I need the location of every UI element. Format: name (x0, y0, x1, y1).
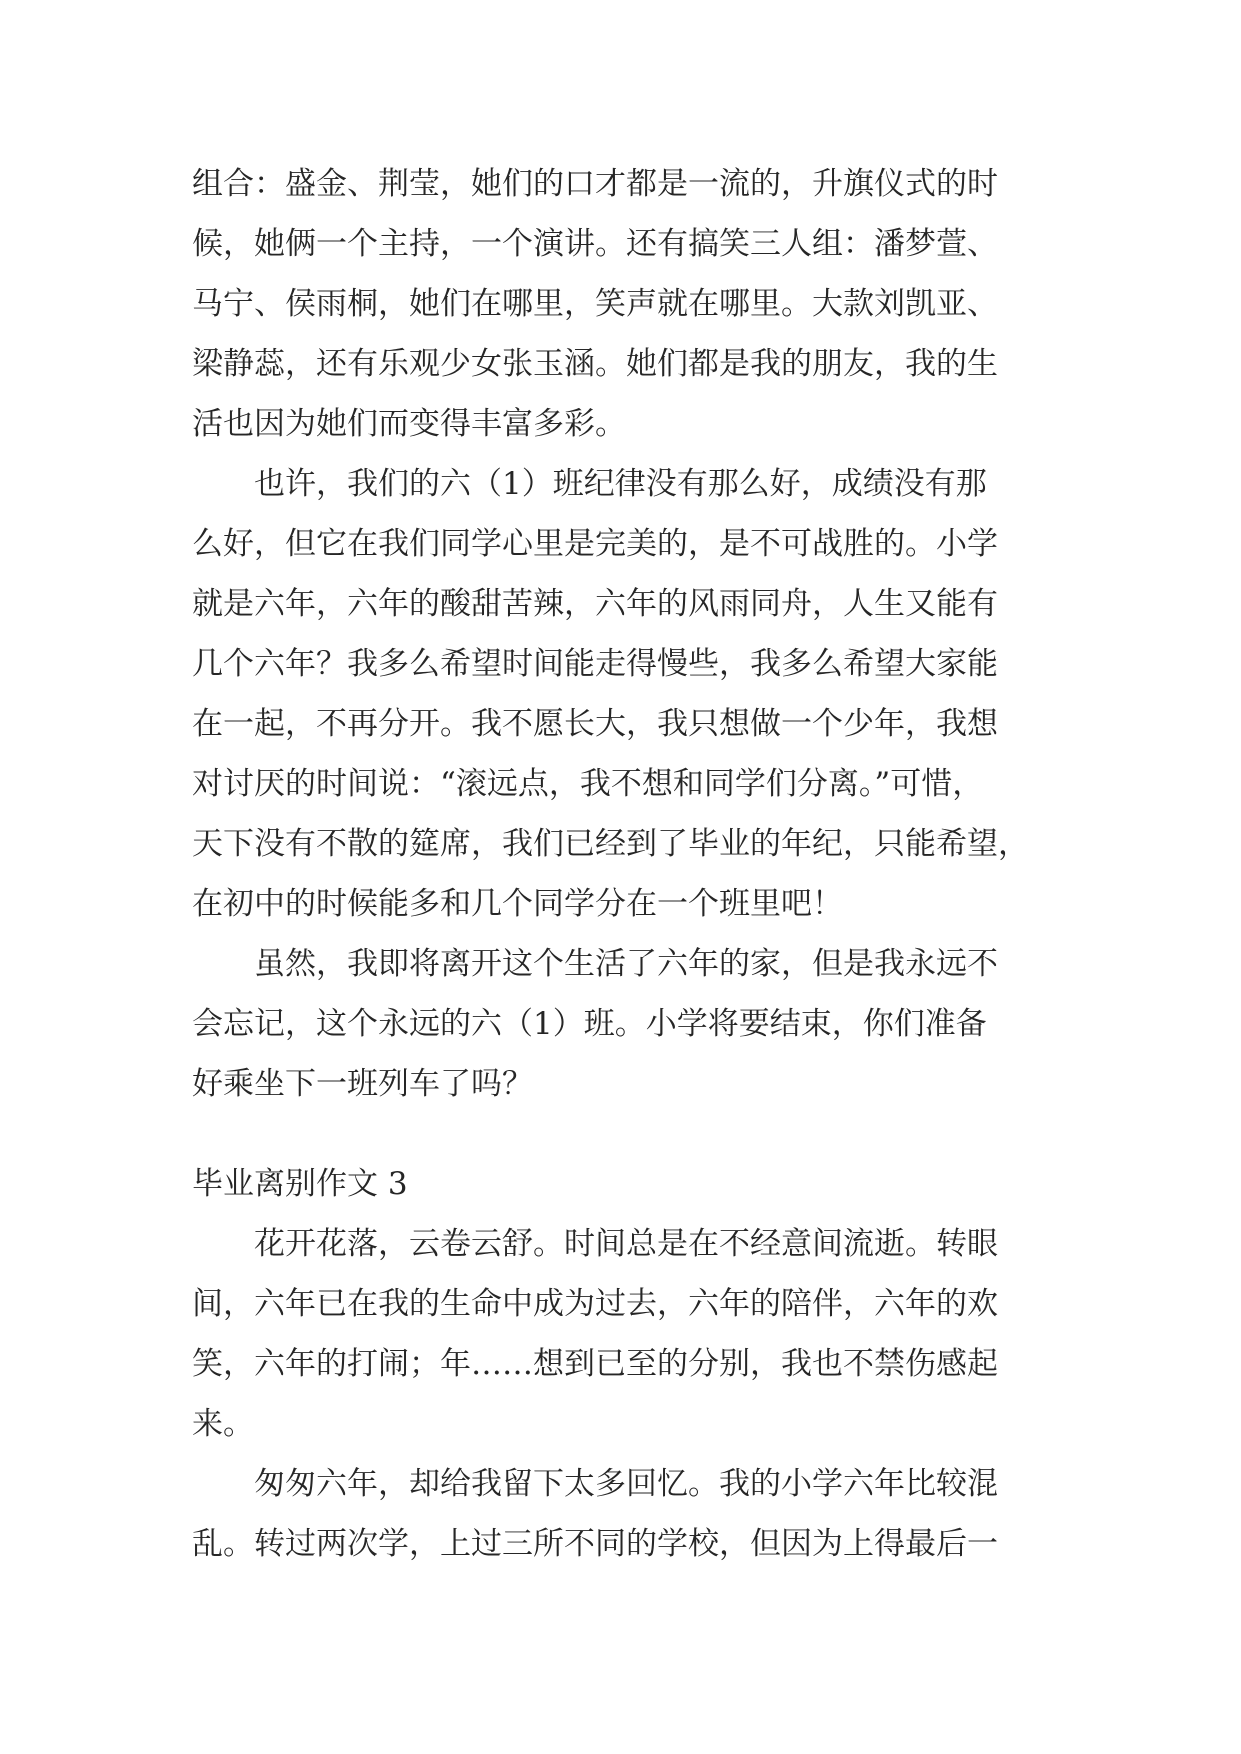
paragraph-line: 在初中的时候能多和几个同学分在一个班里吧！ (192, 886, 843, 922)
paragraph-line: 对讨厌的时间说：“滚远点，我不想和同学们分离。”可惜， (192, 766, 984, 802)
paragraph-line: 匆匆六年，却给我留下太多回忆。我的小学六年比较混 (192, 1466, 998, 1502)
paragraph-line: 组合：盛金、荆莹，她们的口才都是一流的，升旗仪式的时 (192, 166, 998, 202)
paragraph-line: 虽然，我即将离开这个生活了六年的家，但是我永远不 (192, 946, 998, 982)
paragraph-line: 就是六年，六年的酸甜苦辣，六年的风雨同舟，人生又能有 (192, 586, 998, 622)
paragraph-line: 来。 (192, 1406, 254, 1442)
section-heading: 毕业离别作文 3 (192, 1166, 408, 1202)
paragraph-line: 几个六年？我多么希望时间能走得慢些，我多么希望大家能 (192, 646, 998, 682)
paragraph-line: 梁静蕊，还有乐观少女张玉涵。她们都是我的朋友，我的生 (192, 346, 998, 382)
paragraph-line: 在一起，不再分开。我不愿长大，我只想做一个少年，我想 (192, 706, 998, 742)
paragraph-line: 候，她俩一个主持，一个演讲。还有搞笑三人组：潘梦萱、 (192, 226, 998, 262)
paragraph-line: 笑，六年的打闹；年……想到已至的分别，我也不禁伤感起 (192, 1346, 998, 1382)
paragraph-line: 会忘记，这个永远的六（1）班。小学将要结束，你们准备 (192, 1006, 987, 1042)
paragraph-line: 天下没有不散的筵席，我们已经到了毕业的年纪，只能希望， (192, 826, 1029, 862)
paragraph-line: 马宁、侯雨桐，她们在哪里，笑声就在哪里。大款刘凯亚、 (192, 286, 998, 322)
paragraph-line: 乱。转过两次学，上过三所不同的学校，但因为上得最后一 (192, 1526, 998, 1562)
paragraph-line: 也许，我们的六（1）班纪律没有那么好，成绩没有那 (192, 466, 987, 502)
paragraph-line: 间，六年已在我的生命中成为过去，六年的陪伴，六年的欢 (192, 1286, 998, 1322)
paragraph-line: 好乘坐下一班列车了吗？ (192, 1066, 533, 1102)
paragraph-line: 花开花落，云卷云舒。时间总是在不经意间流逝。转眼 (192, 1226, 998, 1262)
paragraph-line: 活也因为她们而变得丰富多彩。 (192, 406, 626, 442)
paragraph-line: 么好，但它在我们同学心里是完美的，是不可战胜的。小学 (192, 526, 998, 562)
